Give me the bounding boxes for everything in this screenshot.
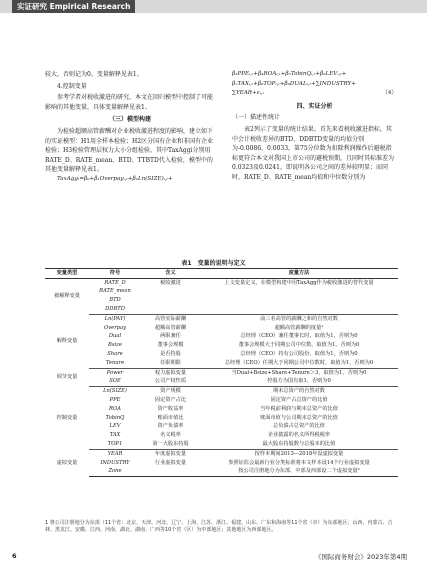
formula-with-number bbox=[232, 89, 397, 99]
variable-symbol: LEV bbox=[109, 423, 121, 430]
formula: β₇TAXᵢ,ₜ+β₈TOPᵢ,ₜ+β₉DUALᵢ,ₜ+∑INDUSTRY+ bbox=[232, 80, 356, 87]
formula: β₃PPEᵢ,ₜ+β₄ROAᵢ,ₜ+β₅TobinQᵢ,ₜ+β₆LEVᵢ,ₜ+ bbox=[232, 71, 347, 77]
variable-symbol: TAX bbox=[109, 432, 121, 439]
table-row bbox=[45, 324, 398, 333]
section-heading: （三）模型构建 bbox=[108, 116, 151, 124]
table-row bbox=[45, 278, 398, 287]
variable-symbol: Ln(PAY) bbox=[104, 315, 126, 322]
variable-meaning bbox=[141, 296, 200, 305]
variable-meaning: 年度虚拟变量 bbox=[154, 450, 187, 457]
variable-category: 解释变量 bbox=[56, 337, 78, 344]
variable-category: 控制变量 bbox=[56, 414, 78, 421]
section-label: 实证研究 Empirical Research bbox=[12, 0, 135, 13]
variable-definition: 超额高管薪酬的度量¹ bbox=[274, 324, 324, 331]
paragraph: 表2列示了变量的统计结果。首先来看税收激进指标，其中会计税收差异的BTD、DDBTD变量的均值分别为-0.0086、0.0033，第75分位数为扣除利润操作后避税指标更符合本文对我国上市公司的避税预期，且同时其标准差为0.0323及0.0241，即说明各公司之间的差异较明显；而同时，RATE_D、RATE_mean均值和中位数分别为 bbox=[232, 125, 395, 181]
journal-name: 《国际商务财会》2023年第4期 bbox=[314, 553, 407, 561]
variable-meaning: 行业虚拟变量 bbox=[154, 459, 187, 466]
variable-meaning: 任职期限 bbox=[141, 359, 200, 368]
variable-meaning: 资产规模 bbox=[160, 388, 181, 395]
variable-symbol: Share bbox=[107, 350, 123, 357]
table-row bbox=[45, 296, 398, 305]
table-row bbox=[45, 396, 398, 405]
table-row bbox=[45, 314, 398, 323]
variable-meaning: 高管实际薪酬 bbox=[154, 315, 187, 322]
table-header: 符号 bbox=[89, 269, 141, 279]
variable-definition: 当年税前利润与期末总资产的比值 bbox=[260, 405, 338, 412]
table-row bbox=[45, 414, 398, 423]
left-column bbox=[45, 70, 215, 185]
table-header: 含义 bbox=[141, 269, 200, 279]
variable-symbol: BTD bbox=[109, 297, 121, 304]
variable-definition: 前三名高管的薪酬之和的自然对数 bbox=[260, 315, 338, 322]
variable-meaning bbox=[141, 305, 200, 314]
table-row bbox=[45, 423, 398, 432]
subheading: （一）描述性统计 bbox=[232, 114, 281, 122]
table-row bbox=[45, 305, 398, 314]
variable-meaning: 账面市值比 bbox=[157, 414, 184, 421]
variable-meaning: 超额高管薪酬 bbox=[154, 324, 187, 331]
variable-meaning: 税收激进 bbox=[160, 279, 181, 286]
table-row bbox=[45, 468, 398, 477]
variable-definition: 账面市值与公司期末总资产的比值 bbox=[260, 414, 338, 421]
variable-definition bbox=[200, 305, 398, 314]
table-header: 度量方法 bbox=[200, 269, 398, 279]
variable-definition bbox=[200, 296, 398, 305]
table-title: 表1 变量的说明与定义 bbox=[181, 260, 246, 267]
variable-definition: 上文变量定义，在模型构建中用TaxAgg作为税收激进的替代变量 bbox=[224, 279, 374, 286]
variable-symbol: TOP1 bbox=[89, 440, 141, 449]
variable-meaning: 固定资产占比 bbox=[154, 396, 187, 403]
variable-definition: 总经理（CEO）任期大于同期公司中位数时，取值为1，否则为0 bbox=[200, 359, 398, 368]
variable-symbol: INDUSTRY bbox=[100, 459, 130, 466]
variable-symbol: PPE bbox=[109, 396, 121, 403]
variable-definition: 总负债占总资产的比值 bbox=[273, 423, 325, 430]
variable-meaning: 董事会规模 bbox=[157, 342, 184, 349]
variable-definition bbox=[200, 288, 398, 297]
variable-definition: 总经理（CEO）持有公司股份，取值为1，否则为0 bbox=[240, 350, 358, 357]
variable-definition: 参照证监会最新行业分类标准将本文样本设14个行业虚拟变量 bbox=[228, 459, 370, 466]
variable-definition: 控股方为国有取1，否则为0 bbox=[200, 378, 398, 387]
equation-number: （4） bbox=[382, 90, 397, 97]
footnote: 1 将公司注册地分为东部（11个省：北京、天津、河北、辽宁、上海、江苏、浙江、福建、山东、广东和海南等11个省（市）为东部地区；山西、内蒙古、吉林、黑龙江、安徽、江西、河南、湖北、湖南、广西等10个省（区）为中部地区；其他地区为西部地区。 bbox=[45, 520, 393, 533]
variable-definition: 按公司注册地分为东部、中部及西部设二个虚拟变量² bbox=[200, 468, 398, 477]
variable-category: 调节变量 bbox=[56, 373, 78, 380]
variable-symbol: YEAR bbox=[107, 450, 123, 457]
variable-definition: 企业披露的名义所得税税率 bbox=[267, 432, 331, 439]
right-column bbox=[232, 70, 397, 183]
variable-meaning: 名义税率 bbox=[160, 432, 181, 439]
variable-meaning: 第一大股东持股 bbox=[141, 440, 200, 449]
variable-meaning bbox=[141, 288, 200, 297]
table-row bbox=[45, 405, 398, 414]
variable-symbol: RATE_mean bbox=[99, 288, 131, 295]
table-row bbox=[45, 368, 398, 377]
page-number: 6 bbox=[12, 552, 17, 560]
variable-meaning bbox=[141, 468, 200, 477]
variable-symbol: RATE_D bbox=[104, 279, 126, 286]
variable-symbol: DDBTD bbox=[89, 305, 141, 314]
variable-symbol: TobinQ bbox=[105, 414, 125, 421]
variable-category: 虚拟变量 bbox=[56, 459, 78, 466]
variable-table bbox=[45, 268, 398, 477]
variable-symbol: Bsize bbox=[108, 342, 122, 349]
variable-symbol: SOE bbox=[89, 378, 141, 387]
table-header: 变量类型 bbox=[45, 269, 89, 279]
formula: ∑YEAR+εᵢ,ₜ bbox=[232, 90, 264, 97]
variable-meaning: 两职兼任 bbox=[160, 333, 181, 340]
variable-symbol: Overpay bbox=[103, 324, 127, 331]
table-row bbox=[45, 288, 398, 297]
variable-meaning: 公司产权性质 bbox=[141, 378, 200, 387]
table-row bbox=[45, 387, 398, 396]
paragraph: 较大，否则记为0。变量解释见表1。 bbox=[45, 71, 143, 78]
variable-category: 被解释变量 bbox=[54, 293, 80, 300]
formula: TaxAggₜ=β₀+β₁Overpayᵢ,ₜ+β₂Ln(SIZE)ᵢ,ₜ+ bbox=[57, 175, 173, 182]
table-row bbox=[45, 459, 398, 468]
paragraph: 参考学者对税收激进的研究，本文在回归模型中控制了可能影响的其他变量，具体变量解释见表1。 bbox=[45, 94, 214, 111]
table-row bbox=[45, 359, 398, 368]
variable-symbol: Ln(SIZE) bbox=[103, 388, 127, 395]
variable-meaning: 是否持股 bbox=[160, 350, 181, 357]
variable-symbol: Power bbox=[106, 369, 124, 376]
table-row bbox=[45, 449, 398, 458]
table-row bbox=[45, 350, 398, 359]
variable-symbol: Dual bbox=[108, 333, 122, 340]
section-heading: 四、实证分析 bbox=[296, 102, 333, 110]
variable-meaning: 资产收益率 bbox=[157, 405, 184, 412]
table-row bbox=[45, 440, 398, 449]
variable-definition: 期末总资产的自然对数 bbox=[273, 388, 325, 395]
variable-definition: 董事会规模大于同期公司中位数，取值为1，否则为0 bbox=[238, 342, 360, 349]
subheading: 4.控制变量 bbox=[57, 82, 87, 90]
variable-symbol: ROA bbox=[109, 405, 121, 412]
table-row bbox=[45, 431, 398, 440]
variable-symbol: Zone bbox=[89, 468, 141, 477]
table-row bbox=[45, 341, 398, 350]
table-row bbox=[45, 333, 398, 342]
variable-definition: 固定资产占总资产的比值 bbox=[270, 396, 328, 403]
table-row bbox=[45, 378, 398, 387]
variable-symbol: Tenure bbox=[89, 359, 141, 368]
variable-definition: 总经理（CEO）兼任董事长时，取值为1，否则为0 bbox=[240, 333, 358, 340]
paragraph: 为检验超额高管薪酬对企业税收激进程度的影响，建立如下的实证模型：H1用全样本检验；H2区分国有企业和非国有企业检验；H3检验管理层权力大小分组检验。其中TaxAggi分别用RATE_D、RATE_mean、BTD、TTBTD代入检验，模型中的其他变量解释见表1。 bbox=[45, 127, 214, 174]
variable-meaning: 权力虚拟变量 bbox=[154, 369, 187, 376]
variable-meaning: 资产负债率 bbox=[157, 423, 184, 430]
variable-definition: 当Dual+Bsize+Share+Tenure＞3，取值为1，否则为0 bbox=[231, 369, 367, 376]
variable-definition: 最大股东持股数与总股本的比值 bbox=[200, 440, 398, 449]
variable-definition: 按样本期间2013—2018年设虚拟变量 bbox=[254, 450, 344, 457]
